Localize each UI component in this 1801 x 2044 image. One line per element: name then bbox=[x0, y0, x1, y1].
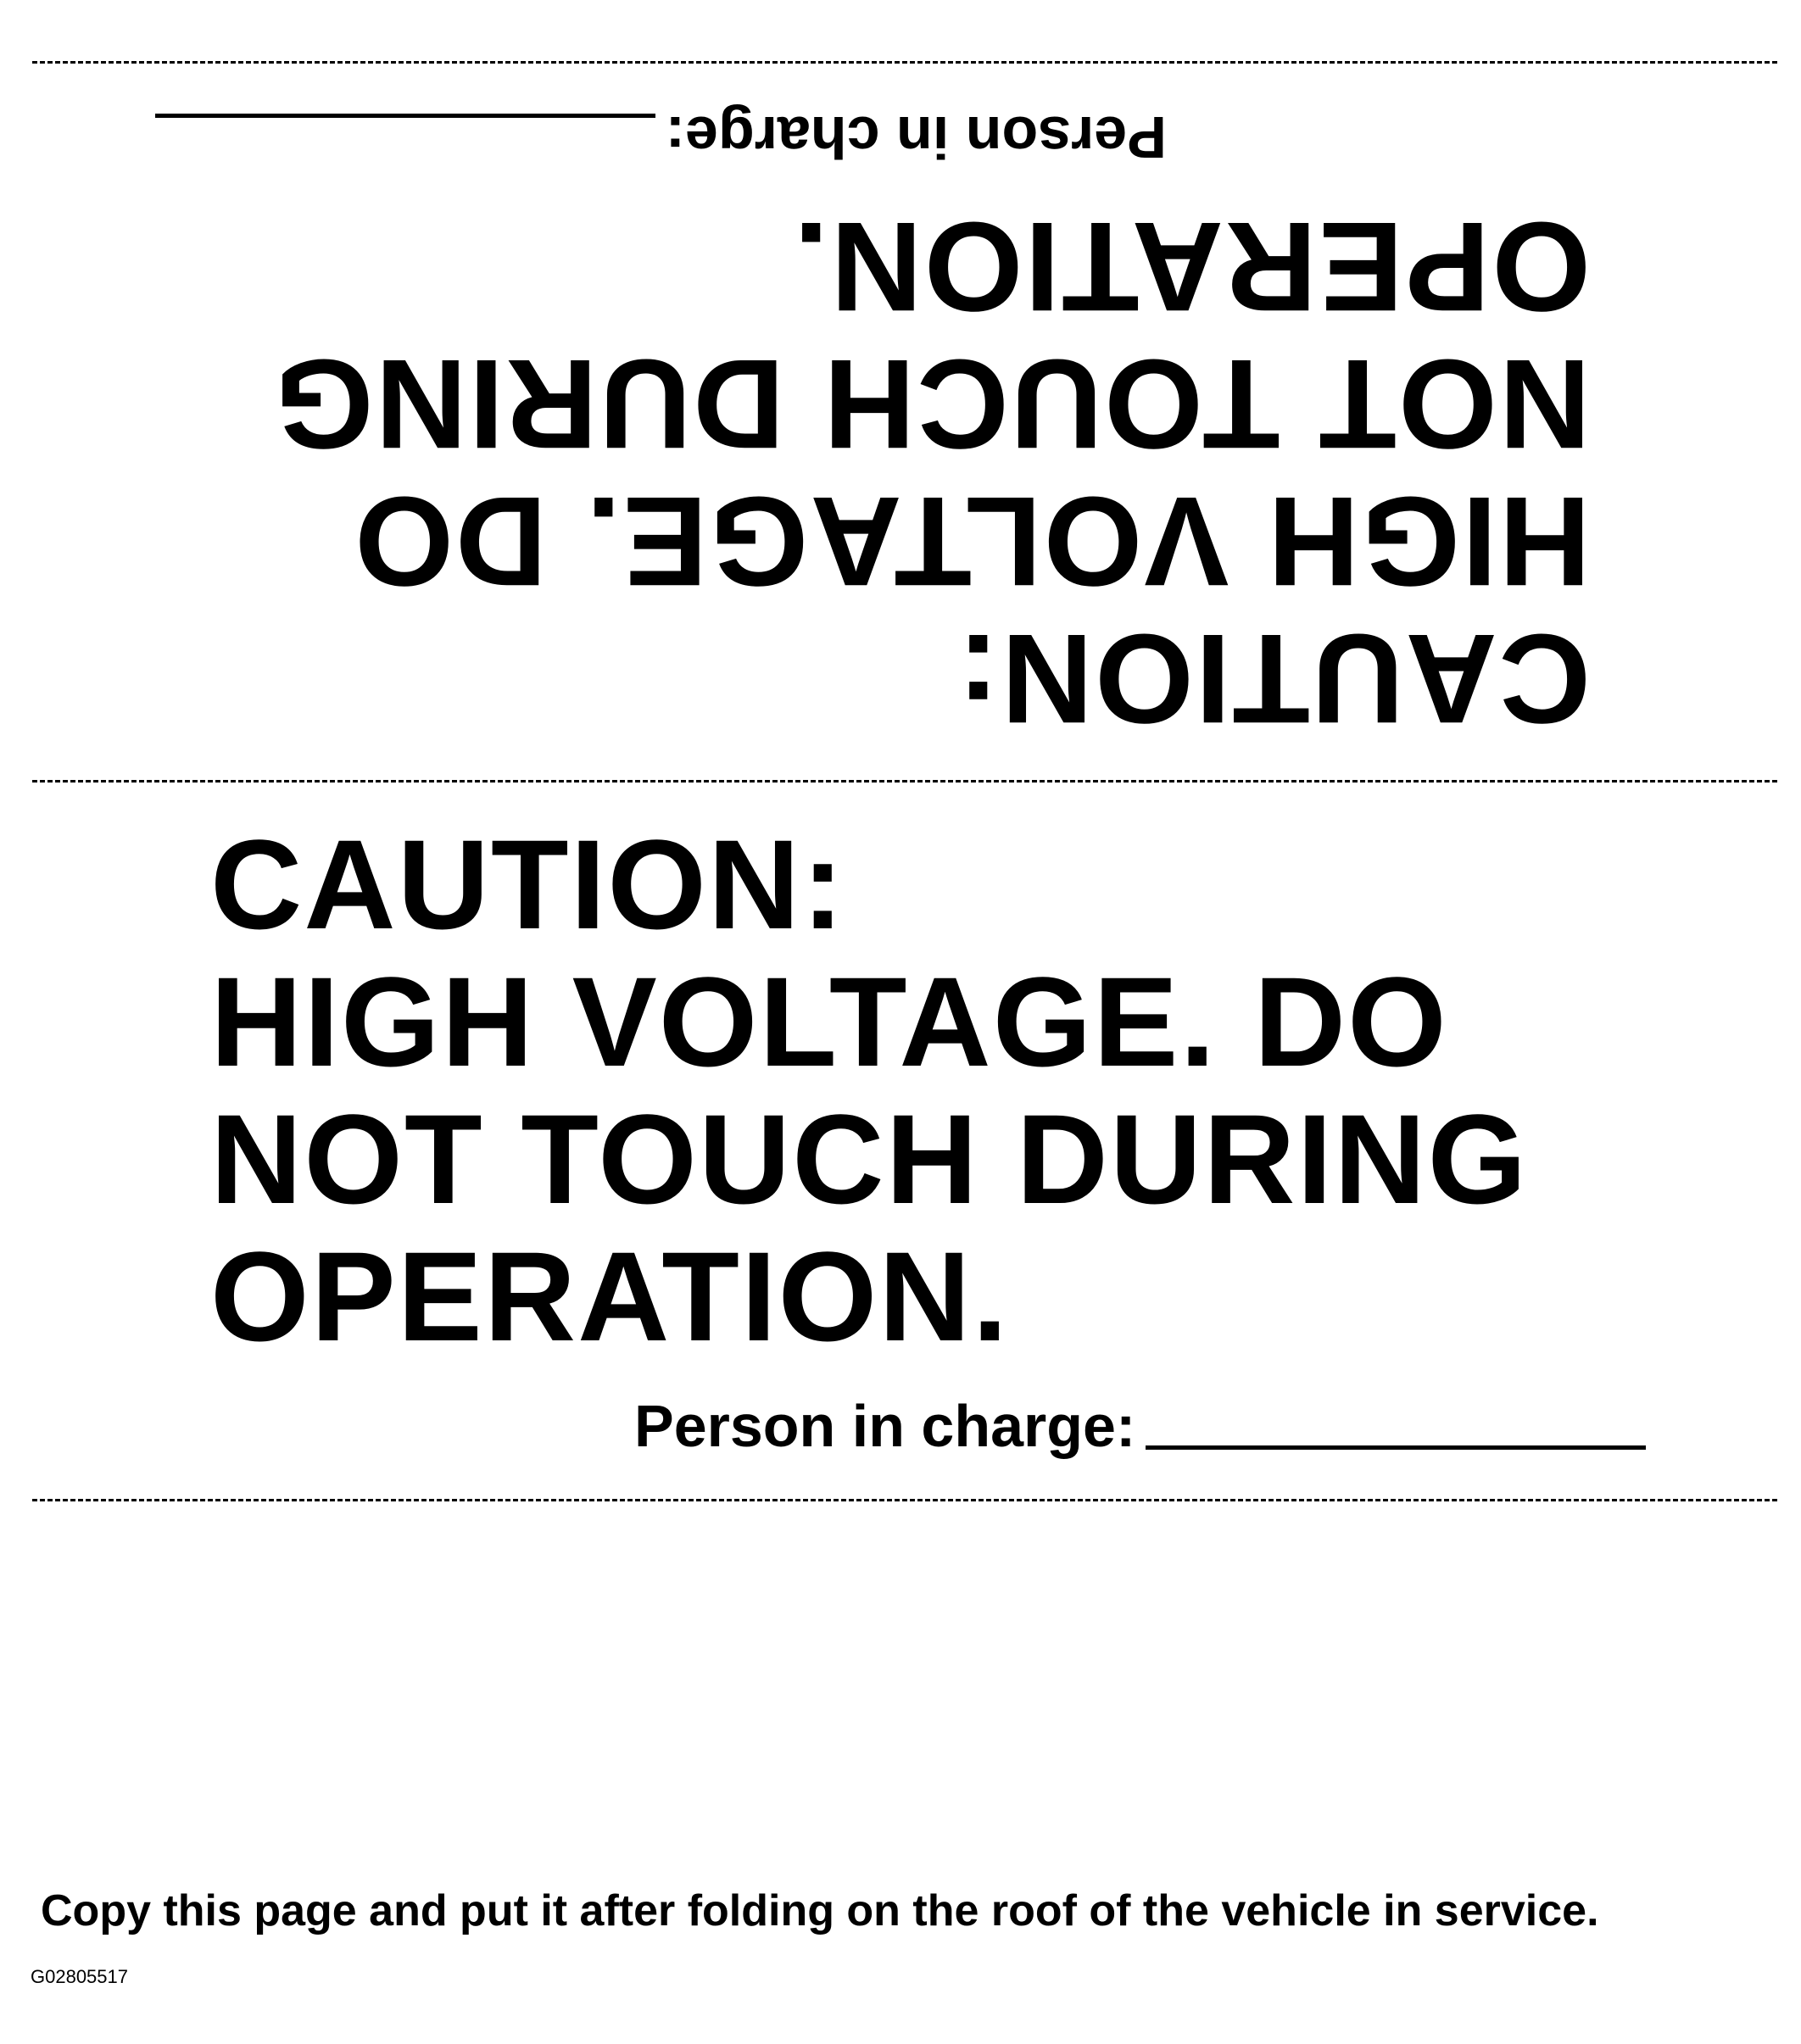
person-in-charge-row bbox=[634, 1384, 1646, 1460]
person-in-charge-blank-line bbox=[1146, 1445, 1646, 1450]
figure-code: G02805517 bbox=[31, 1966, 128, 1987]
caution-line-3: NOT TOUCH DURING bbox=[210, 1088, 1529, 1230]
person-in-charge-label: Person in charge: bbox=[665, 104, 1167, 170]
caution-line-2: HIGH VOLTAGE. DO bbox=[353, 471, 1591, 613]
caution-heading: CAUTION: bbox=[955, 608, 1591, 750]
person-in-charge-label: Person in charge: bbox=[634, 1393, 1136, 1459]
caution-heading: CAUTION: bbox=[210, 813, 846, 955]
fold-line-bottom bbox=[32, 1499, 1777, 1501]
caution-message bbox=[64, 198, 1591, 748]
person-in-charge-row bbox=[155, 103, 1167, 180]
caution-line-4: OPERATION. bbox=[791, 196, 1591, 338]
caution-line-2: HIGH VOLTAGE. DO bbox=[210, 950, 1448, 1093]
caution-message bbox=[210, 813, 1737, 1367]
sign-panel-upright bbox=[0, 782, 1801, 1501]
caution-line-4: OPERATION. bbox=[210, 1225, 1010, 1367]
person-in-charge-blank-line bbox=[155, 114, 655, 118]
caution-line-3: NOT TOUCH DURING bbox=[272, 333, 1591, 476]
copy-instruction: Copy this page and put it after folding on the roof of the vehicle in service. bbox=[41, 1886, 1599, 1935]
sign-panel-upside-down bbox=[0, 63, 1801, 782]
